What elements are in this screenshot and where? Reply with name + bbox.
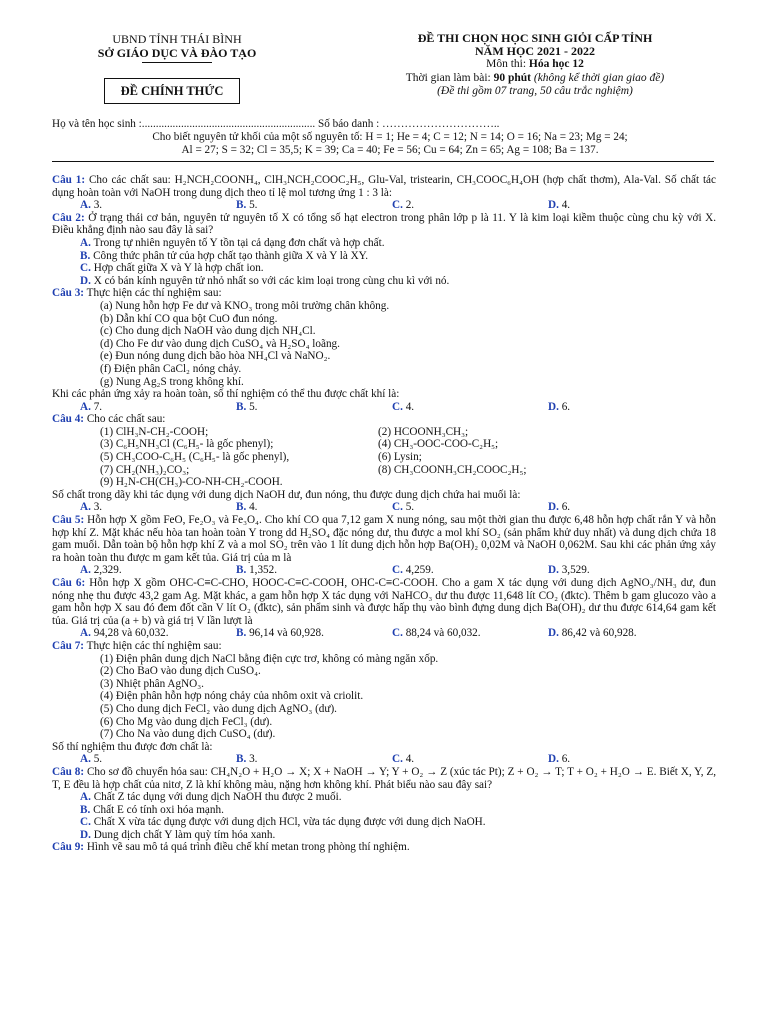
option-d: D. 6. <box>548 753 571 766</box>
option-a: A. 7. <box>80 400 103 413</box>
option-c: C. 4,259. <box>392 564 434 577</box>
option-d: D. Dung dịch chất Y làm quỳ tím hóa xanh. <box>80 828 276 841</box>
list-item: (5) CH₃COO-C₆H₅ (C₆H₅- là gốc phenyl), (6) Lysin; <box>100 451 422 464</box>
option-c: C. 4. <box>392 400 415 413</box>
question-stem: Số chất trong dãy khi tác dụng với dung dịch NaOH dư, đun nóng, thu được dung dịch chứa hai muối là: <box>52 488 521 501</box>
exam-pages-note: (Đề thi gồm 07 trang, 50 câu trắc nghiệm) <box>437 84 633 97</box>
option-d: D. 4. <box>548 199 571 212</box>
option-a: A. Chất Z tác dụng với dung dịch NaOH thu được 2 muối. <box>80 791 342 804</box>
exam-time: Thời gian làm bài: 90 phút (không kể thời gian giao đề) <box>405 71 665 84</box>
list-item: (c) Cho dung dịch NaOH vào dung dịch NH₄Cl. <box>100 325 316 338</box>
question-8: Câu 8: Cho sơ đồ chuyển hóa sau: CH₄N₂O + H₂O → X; X + NaOH → Y; Y + O₂ → Z (xúc tác Pt); Z + O₂ → T; T + O₂ + H₂O → E. Biết X, Y, Z, T, E đều là hợp chất của nitơ, Z là khí không màu, nặng hơn không khí. Phát biểu nào sau đây sai? A. Chất Z tác dụng với dung dịch NaOH thu được 2 muối. B. Chất E có tính oxi hóa mạnh. C. Chất X vừa tác dụng được với dung dịch HCl, vừa tác dụng được với dung dịch NaOH. D. Dung dịch chất Y làm quỳ tím hóa xanh. <box>52 765 716 841</box>
option-c: C. 2. <box>392 199 415 212</box>
option-b: B. 96,14 và 60,928. <box>236 627 324 640</box>
option-d: D. 3,529. <box>548 564 590 577</box>
list-item: (4) Điện phân hỗn hợp nóng chảy của nhôm oxit và criolit. <box>100 690 364 703</box>
header-divider <box>52 161 714 162</box>
option-c: C. 88,24 và 60,032. <box>392 627 481 640</box>
option-d: D. 6. <box>548 501 571 514</box>
option-b: B. Chất E có tính oxi hóa mạnh. <box>80 803 224 816</box>
question-5: Câu 5: Hỗn hợp X gồm FeO, Fe₂O₃ và Fe₃O₄. Cho khí CO qua 7,12 gam X nung nóng, sau một thời gian thu được 6,48 hỗn hợp chất rắn Y và hỗn hợp khí Z. Mặt khác nếu hòa tan hoàn toàn Y trong dd H₂SO₄ đặc nóng dư, thu được a mol khí SO₂ (sản phẩm khử duy nhất) và dung dịch chứa 18 gam muối. Dẫn toàn bộ hỗn hợp khí Z và a mol SO₂ trên vào 1 lít dung dịch hỗn hợp Ba(OH)₂ 0,02M và NaOH 0,062M. Sau khi các phản ứng xảy ra hoàn toàn thu được m gam kết tủa. Giá trị của m là A. 2,329. B. 1,352. C. 4,259. D. 3,529. <box>52 514 717 577</box>
option-b: B. Công thức phân tử của hợp chất tạo thành giữa X và Y là XY. <box>80 249 369 262</box>
official-stamp: ĐỀ CHÍNH THỨC <box>104 78 240 104</box>
question-1: Câu 1: Cho các chất sau: H₂NCH₂COONH₄, ClH₃NCH₂COOC₂H₅, Glu-Val, tristearin, CH₃COOC₆H₄OH (hợp chất thơm), Ala-Val. Số chất tác dụng hoàn toàn với NaOH trong dung dịch theo tỉ lệ mol tương ứng 1 : 3 là: A. 3. B. 5. C. 2. D. 4. <box>52 174 716 212</box>
option-b: B. 4. <box>236 501 258 514</box>
list-item: (3) Nhiệt phân AgNO₃. <box>100 677 204 690</box>
list-item: (g) Nung Ag₂S trong không khí. <box>100 375 244 388</box>
option-c: C. 4. <box>392 753 415 766</box>
option-b: B. 5. <box>236 199 258 212</box>
question-4: Câu 4: Cho các chất sau: (1) ClH₃N-CH₂-COOH; (2) HCOONH₃CH₃; (3) C₆H₅NH₃Cl (C₆H₅- là gốc phenyl); (4) CH₃-OOC-COO-C₂H₅; (5) CH₃COO-C₆H₅ (C₆H₅- là gốc phenyl), (6) Lysin; (7) CH₂(NH₃)₂CO₃; (8) CH₃COONH₃CH₂COOC₂H₅; (9) H₂N-CH(CH₃)-CO-NH-CH₂-COOH. Số chất trong dãy khi tác dụng với dung dịch NaOH dư, đun nóng, thu được dung dịch chứa hai muối là: A. 3. B. 4. C. 5. D. 6. <box>52 413 716 514</box>
list-item: (9) H₂N-CH(CH₃)-CO-NH-CH₂-COOH. <box>100 476 283 489</box>
list-item: (e) Đun nóng dung dịch bão hòa NH₄Cl và NaNO₂. <box>100 350 331 363</box>
list-item: (d) Cho Fe dư vào dung dịch CuSO₄ và H₂SO₄ loãng. <box>100 337 340 350</box>
exam-subject: Môn thi: Hóa học 12 <box>486 58 584 71</box>
question-2: Câu 2: Ở trạng thái cơ bản, nguyên tử nguyên tố X có tổng số hạt electron trong phân lớp p là 11. Y là kim loại kiềm thuộc cùng chu kỳ với X. Điều khẳng định nào sau đây là sai? A. Trong tự nhiên nguyên tố Y tồn tại cả dạng đơn chất và hợp chất. B. Công thức phân tử của hợp chất tạo thành giữa X và Y là XY. C. Hợp chất giữa X và Y là hợp chất ion. D. X có bán kính nguyên tử nhỏ nhất so với các kim loại trong cùng chu kì với nó. <box>52 211 716 287</box>
question-list <box>52 174 716 854</box>
list-item: (b) Dẫn khí CO qua bột CuO đun nóng. <box>100 312 278 325</box>
question-7: Câu 7: Thực hiện các thí nghiệm sau: (1) Điện phân dung dịch NaCl bằng điện cực trơ, không có màng ngăn xốp. (2) Cho BaO vào dung dịch CuSO₄. (3) Nhiệt phân AgNO₃. (4) Điện phân hỗn hợp nóng chảy của nhôm oxit và criolit. (5) Cho dung dịch FeCl₂ vào dung dịch AgNO₃ (dư). (6) Cho Mg vào dung dịch FeCl₃ (dư). (7) Cho Na vào dung dịch CuSO₄ (dư). Số thí nghiệm thu được đơn chất là: A. 5. B. 3. C. 4. D. 6. <box>52 640 716 766</box>
list-item: (1) Điện phân dung dịch NaCl bằng điện cực trơ, không có màng ngăn xốp. <box>100 652 439 665</box>
list-item: (2) Cho BaO vào dung dịch CuSO₄. <box>100 665 261 678</box>
exam-title-block <box>330 32 740 98</box>
option-d: D. 6. <box>548 400 571 413</box>
exam-title: ĐỀ THI CHỌN HỌC SINH GIỎI CẤP TỈNH <box>417 31 653 45</box>
option-c: C. 5. <box>392 501 415 514</box>
list-item: (6) Cho Mg vào dung dịch FeCl₃ (dư). <box>100 715 273 728</box>
question-stem: Số thí nghiệm thu được đơn chất là: <box>52 740 213 753</box>
option-b: B. 3. <box>236 753 258 766</box>
list-item: (7) CH₂(NH₃)₂CO₃; (8) CH₃COONH₃CH₂COOC₂H₅; <box>100 463 527 476</box>
question-6: Câu 6: Hỗn hợp X gồm OHC-C≡C-CHO, HOOC-C≡C-COOH, OHC-C≡C-COOH. Cho a gam X tác dụng với dung dịch AgNO₃/NH₃ dư, đun nóng nhẹ thu được 43,2 gam Ag. Mặt khác, a gam hỗn hợp X tác dụng với NaHCO₃ dư thu được 11,648 lít CO₂ (đktc). Thêm b gam glucozo vào a gam hỗn hợp X sau đó đem đốt cần V lít O₂ (đktc), sản phẩm sinh và được hấp thụ vào bình đựng dung dịch Ba(OH)₂ dư thu được 614,64 gam kết tủa. Giá trị của (a + b) và giá trị V lần lượt là A. 94,28 và 60,032. B. 96,14 và 60,928. C. 88,24 và 60,032. D. 86,42 và 60,928. <box>52 577 716 640</box>
question-9: Câu 9: Hình vẽ sau mô tả quá trình điều chế khí metan trong phòng thí nghiệm. <box>52 841 410 854</box>
option-a: A. 5. <box>80 753 103 766</box>
atomic-mass-note: Cho biết nguyên tử khối của một số nguyên tố: H = 1; He = 4; C = 12; N = 14; O = 16; Na = 23; Mg = 24; Al = 27; S = 32; Cl = 35,5; K = 39; Ca = 40; Fe = 56; Cu = 64; Zn = 65; Ag = 108; Ba = 137. <box>152 131 628 156</box>
option-b: B. 5. <box>236 400 258 413</box>
option-a: A. 3. <box>80 199 103 212</box>
issuer-department: SỞ GIÁO DỤC VÀ ĐÀO TẠO <box>97 46 257 60</box>
question-stem: Khi các phản ứng xảy ra hoàn toàn, số thí nghiệm có thể thu được chất khí là: <box>52 388 400 401</box>
option-a: A. Trong tự nhiên nguyên tố Y tồn tại cả dạng đơn chất và hợp chất. <box>80 236 385 249</box>
option-a: A. 3. <box>80 501 103 514</box>
exam-year: NĂM HỌC 2021 - 2022 <box>475 44 595 59</box>
option-a: A. 94,28 và 60,032. <box>80 627 169 640</box>
issuer-province: UBND TỈNH THÁI BÌNH <box>112 32 242 46</box>
issuer-block <box>62 32 292 63</box>
list-item: (1) ClH₃N-CH₂-COOH; (2) HCOONH₃CH₃; <box>100 425 469 438</box>
option-b: B. 1,352. <box>236 564 278 577</box>
student-info-line: Họ và tên học sinh :.............................................................. Số báo danh : ………………………….. <box>52 118 500 130</box>
option-c: C. Hợp chất giữa X và Y là hợp chất ion. <box>80 262 264 275</box>
list-item: (f) Điện phân CaCl₂ nóng chảy. <box>100 362 242 375</box>
list-item: (5) Cho dung dịch FeCl₂ vào dung dịch AgNO₃ (dư). <box>100 702 337 715</box>
list-item: (7) Cho Na vào dung dịch CuSO₄ (dư). <box>100 728 276 741</box>
issuer-underline <box>142 62 212 63</box>
option-d: D. X có bán kính nguyên tử nhỏ nhất so với các kim loại trong cùng chu kì với nó. <box>80 274 450 287</box>
option-c: C. Chất X vừa tác dụng được với dung dịch HCl, vừa tác dụng được với dung dịch NaOH. <box>80 816 486 829</box>
question-3: Câu 3: Thực hiện các thí nghiệm sau: (a) Nung hỗn hợp Fe dư và KNO₃ trong môi trường chân không. (b) Dẫn khí CO qua bột CuO đun nóng. (c) Cho dung dịch NaOH vào dung dịch NH₄Cl. (d) Cho Fe dư vào dung dịch CuSO₄ và H₂SO₄ loãng. (e) Đun nóng dung dịch bão hòa NH₄Cl và NaNO₂. (f) Điện phân CaCl₂ nóng chảy. (g) Nung Ag₂S trong không khí. Khi các phản ứng xảy ra hoàn toàn, số thí nghiệm có thể thu được chất khí là: A. 7. B. 5. C. 4. D. 6. <box>52 287 716 413</box>
list-item: (3) C₆H₅NH₃Cl (C₆H₅- là gốc phenyl); (4) CH₃-OOC-COO-C₂H₅; <box>100 438 499 451</box>
list-item: (a) Nung hỗn hợp Fe dư và KNO₃ trong môi trường chân không. <box>100 299 390 312</box>
option-a: A. 2,329. <box>80 564 122 577</box>
option-d: D. 86,42 và 60,928. <box>548 627 637 640</box>
